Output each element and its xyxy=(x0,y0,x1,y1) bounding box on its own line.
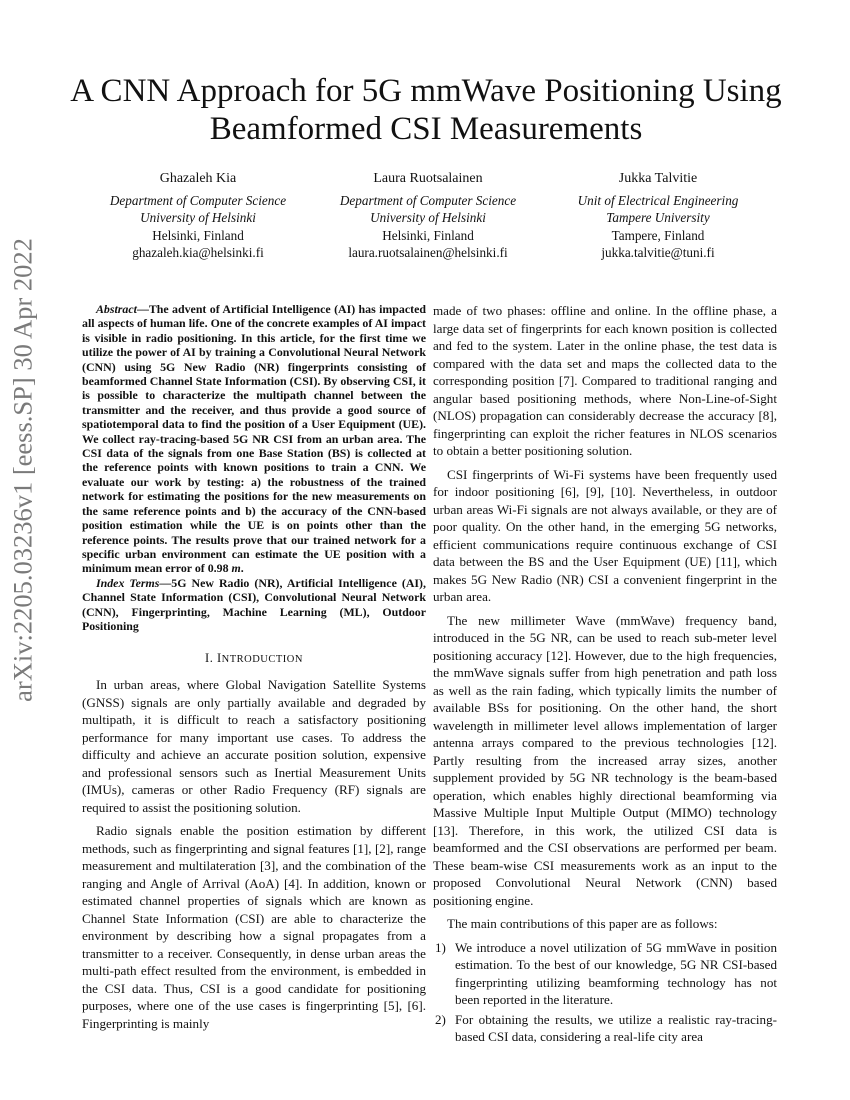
abstract-error-unit: m xyxy=(231,561,241,576)
paragraph: The new millimeter Wave (mmWave) frequency band, introduced in the 5G NR, can be used to reach sub-meter level positioning accuracy [12]. However, due to the high frequencies, the mmWave signals suffer from high penetration and path loss as well as the rain fading, which typically limits the number of available BSs for positioning. On the other hand, the short wavelength in millimeter level allows implementation of larger antenna arrays compared to the previous technologies [12]. Partly resulting from the increased array sizes, another supplement provided by 5G NR technology is the beam-based operation, which enables highly directional beamforming via Massive Multiple Input Multiple Output (MIMO) technology [13]. Therefore, in this work, the utilized CSI data is beamformed and the CSI observations are performed per beam. These beam-wise CSI measurements work as an input to the proposed Convolutional Neural Network (CNN) based positioning engine. xyxy=(433,612,777,908)
section-title-rest: NTRODUCTION xyxy=(221,654,303,666)
paragraph: made of two phases: offline and online. In the offline phase, a large data set of fingerprints for each known position is collected and fed to the system. Later in the online phase, the test data is compared with the data set and maps the collected data to the corresponding position [7]. Compared to traditional ranging and angular based positioning methods, where Non-Line-of-Sight (NLOS) propagation can considerably decrease the accuracy [8], fingerprinting can exploit the richer features in NLOS scenarios to obtain a better positioning solution. xyxy=(433,303,777,458)
index-terms xyxy=(82,576,426,634)
list-number: 2) xyxy=(435,1011,446,1027)
section-title-first: I xyxy=(216,651,222,666)
author-location: Tampere, Finland xyxy=(611,227,705,243)
author-name: Laura Ruotsalainen xyxy=(373,171,483,186)
list-item xyxy=(433,939,777,1009)
author-organization: Tampere University xyxy=(606,210,710,226)
paragraph: In urban areas, where Global Navigation Satellite Systems (GNSS) signals are only partially available and degraded by multipath, it is difficult to reach a satisfactory positioning performance for many important use cases. To address the difficulty and achieve an accurate position solution, expensive and professional sensors such as Inertial Measurement Units (IMUs), cameras or other Radio Frequency (RF) signals are required to assist the positioning solution. xyxy=(82,677,426,815)
author-1 xyxy=(78,170,318,262)
author-3 xyxy=(538,170,778,262)
list-text: For obtaining the results, we utilize a realistic ray-tracing-based CSI data, considering a real-life city area xyxy=(455,1011,777,1044)
author-email[interactable]: jukka.talvitie@tuni.fi xyxy=(601,245,715,261)
author-email[interactable]: ghazaleh.kia@helsinki.fi xyxy=(132,245,264,261)
list-text: We introduce a novel utilization of 5G mmWave in position estimation. To the best of our knowledge, 5G NR CSI-based fingerprinting utilizing beamforming technology has not been reported in the literature. xyxy=(455,939,777,1007)
section-numeral: I. xyxy=(205,651,214,666)
section-heading xyxy=(82,651,426,666)
author-name: Jukka Talvitie xyxy=(618,171,698,186)
index-terms-text: —5G New Radio (NR), Artificial Intelligence (AI), Channel State Information (CSI), Convolutional Neural Network (CNN), Fingerprinting, Machine Learning (ML), Outdoor Positioning xyxy=(82,575,426,633)
contributions-list xyxy=(433,939,777,1046)
abstract-label: Abstract xyxy=(96,302,137,316)
left-column xyxy=(82,302,426,1032)
abstract-error-value: 0.98 xyxy=(207,561,229,576)
author-organization: University of Helsinki xyxy=(370,210,486,226)
arxiv-identifier xyxy=(3,238,43,702)
author-email[interactable]: laura.ruotsalainen@helsinki.fi xyxy=(348,245,508,261)
abstract: Abstract—The advent of Artificial Intelligence (AI) has impacted all aspects of human life. One of the concrete examples of AI impact is visible in radio positioning. In this article, for the first time we utilize the power of AI by training a Convolutional Neural Network (CNN) using 5G New Radio (NR) fingerprints consisting of beamformed Channel State Information (CSI). By observing CSI, it is possible to characterize the multipath channel between the transmitter and the receiver, and thus provide a good source of spatiotemporal data to find the position of a User Equipment (UE). We collect ray-tracing-based 5G NR CSI from an urban area. The CSI data of the signals from one Base Station (BS) is collected at the reference points with known positions to train a CNN. We evaluate our work by testing: a) the robustness of the trained network for estimating the positions for the new measurements on the same reference points and b) the accuracy of the CNN-based position estimation while the UE is on points other than the reference points. The results prove that our trained network for a specific urban environment can estimate the UE position with a minimum mean error of 0.98 m. xyxy=(82,302,426,576)
author-2 xyxy=(308,170,548,262)
arxiv-id-text: arXiv:2205.03236v1 [eess.SP] 30 Apr 2022 xyxy=(7,238,38,702)
author-department: Department of Computer Science xyxy=(339,193,517,208)
author-location: Helsinki, Finland xyxy=(152,227,244,243)
paragraph: The main contributions of this paper are as follows: xyxy=(447,916,718,931)
author-department: Department of Computer Science xyxy=(109,193,287,208)
index-terms-label: Index Terms xyxy=(96,575,160,590)
paragraph: CSI fingerprints of Wi-Fi systems have been frequently used for indoor positioning [6], [9], [10]. Nevertheless, in outdoor urban areas Wi-Fi signals are not always available, or they are of poor quality. On the other hand, in the emerging 5G networks, efficient communications require continuous exchange of CSI data between the BS and the User Equipment (UE) [11], which makes 5G New Radio (NR) CSI a convenient fingerprint in the urban area. xyxy=(433,466,777,604)
author-name: Ghazaleh Kia xyxy=(159,171,237,186)
paper-title: A CNN Approach for 5G mmWave Positioning Using Beamformed CSI Measurements xyxy=(70,73,782,147)
author-department: Unit of Electrical Engineering xyxy=(577,193,739,208)
author-location: Helsinki, Finland xyxy=(382,227,474,243)
paragraph: Radio signals enable the position estimation by different methods, such as fingerprinting and signal features [1], [2], range measurement and multilateration [3], and the combination of the ranging and Angle of Arrival (AoA) [4]. In addition, known or estimated channel properties of signals which are known as Channel State Information (CSI) are able to characterize the environment by describing how a signal propagates from a transmitter to a receiver. Consequently, in dense urban areas the multi-path effect resulted from the environment, is embedded in the CSI data. Thus, CSI is a good candidate for positioning purposes, where one of the use cases is fingerprinting [5], [6]. Fingerprinting is mainly xyxy=(82,823,426,1031)
list-item xyxy=(433,1011,777,1046)
abstract-text: —The advent of Artificial Intelligence (AI) has impacted all aspects of human life. One of the concrete examples of AI impact is visible in radio positioning. In this article, for the first time we utilize the power of AI by training a Convolutional Neural Network (CNN) using 5G New Radio (NR) fingerprints consisting of beamformed Channel State Information (CSI). By observing CSI, it is possible to characterize the multipath channel between the transmitter and the receiver, and thus provide a good source of spatiotemporal data to find the position of a User Equipment (UE). We collect ray-tracing-based 5G NR CSI from an urban area. The CSI data of the signals from one Base Station (BS) is collected at the reference points with known positions to train a CNN. We evaluate our work by testing: a) the robustness of the trained network for estimating the positions for the new measurements on the same reference points and b) the accuracy of the CNN-based position estimation while the UE is on points other than the reference points. The results prove that our trained network for a specific urban environment can estimate the UE position with a minimum mean error of xyxy=(82,302,426,576)
list-number: 1) xyxy=(435,939,446,955)
right-column xyxy=(433,302,777,1048)
author-organization: University of Helsinki xyxy=(140,210,256,226)
